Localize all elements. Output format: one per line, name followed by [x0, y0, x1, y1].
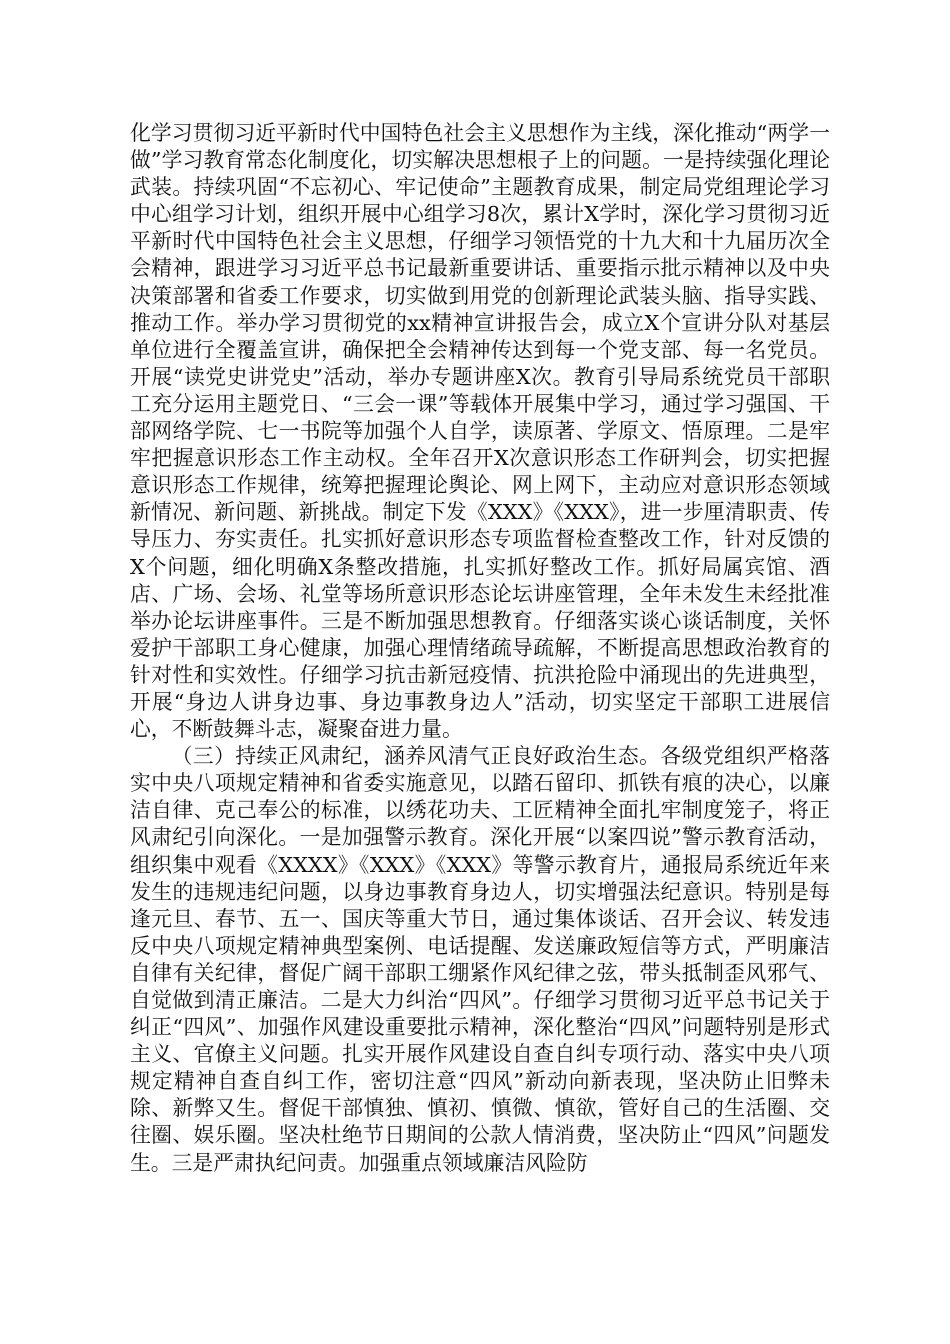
paragraph-1: 化学习贯彻习近平新时代中国特色社会主义思想作为主线，深化推动“两学一做”学习教育常态化制度化，切实解决思想根子上的问题。一是持续强化理论武装。持续巩固“不忘初心、牢记使命”主题教育成果，制定局党组理论学习中心组学习计划，组织开展中心组学习8次，累计X学时，深化学习贯彻习近平新时代中国特色社会主义思想，仔细学习领悟党的十九大和十九届历次全会精神，跟进学习习近平总书记最新重要讲话、重要指示批示精神以及中央决策部署和省委工作要求，切实做到用党的创新理论武装头脑、指导实践、推动工作。举办学习贯彻党的xx精神宣讲报告会，成立X个宣讲分队对基层单位进行全覆盖宣讲，确保把全会精神传达到每一个党支部、每一名党员。开展“读党史讲党史”活动，举办专题讲座X次。教育引导局系统党员干部职工充分运用主题党日、“三会一课”等载体开展集中学习，通过学习强国、干部网络学院、七一书院等加强个人自学，读原著、学原文、悟原理。二是牢牢把握意识形态工作主动权。全年召开X次意识形态工作研判会，切实把握意识形态工作规律，统筹把握理论舆论、网上网下，主动应对意识形态领域新情况、新问题、新挑战。制定下发《XXX》《XXX》，进一步厘清职责、传导压力、夯实责任。扎实抓好意识形态专项监督检查整改工作，针对反馈的X个问题，细化明确X条整改措施，扎实抓好整改工作。抓好局属宾馆、酒店、广场、会场、礼堂等场所意识形态论坛讲座管理，全年未发生未经批准举办论坛讲座事件。三是不断加强思想教育。仔细落实谈心谈话制度，关怀爱护干部职工身心健康，加强心理情绪疏导疏解，不断提高思想政治教育的针对性和实效性。仔细学习抗击新冠疫情、抗洪抢险中涌现出的先进典型，开展“身边人讲身边事、身边事教身边人”活动，切实坚定干部职工进展信心，不断鼓舞斗志，凝聚奋进力量。: [130, 121, 830, 742]
document-body: [130, 120, 830, 1177]
paragraph-2: （三）持续正风肃纪，涵养风清气正良好政治生态。各级党组织严格落实中央八项规定精神和省委实施意见，以踏石留印、抓铁有痕的决心，以廉洁自律、克己奉公的标准，以绣花功夫、工匠精神全面扎牢制度笼子，将正风肃纪引向深化。一是加强警示教育。深化开展“以案四说”警示教育活动，组织集中观看《XXXX》《XXX》《XXX》等警示教育片，通报局系统近年来发生的违规违纪问题，以身边事教育身边人，切实增强法纪意识。特别是每逢元旦、春节、五一、国庆等重大节日，通过集体谈话、召开会议、转发违反中央八项规定精神典型案例、电话提醒、发送廉政短信等方式，严明廉洁自律有关纪律，督促广阔干部职工绷紧作风纪律之弦，带头抵制歪风邪气、自觉做到清正廉洁。二是大力纠治“四风”。仔细学习贯彻习近平总书记关于纠正“四风”、加强作风建设重要批示精神，深化整治“四风”问题特别是形式主义、官僚主义问题。扎实开展作风建设自查自纠专项行动、落实中央八项规定精神自查自纠工作，密切注意“四风”新动向新表现，坚决防止旧弊未除、新弊又生。督促干部慎独、慎初、慎微、慎欲，管好自己的生活圈、交往圈、娱乐圈。坚决杜绝节日期间的公款人情消费，坚决防止“四风”问题发生。三是严肃执纪问责。加强重点领域廉洁风险防: [130, 744, 830, 1175]
